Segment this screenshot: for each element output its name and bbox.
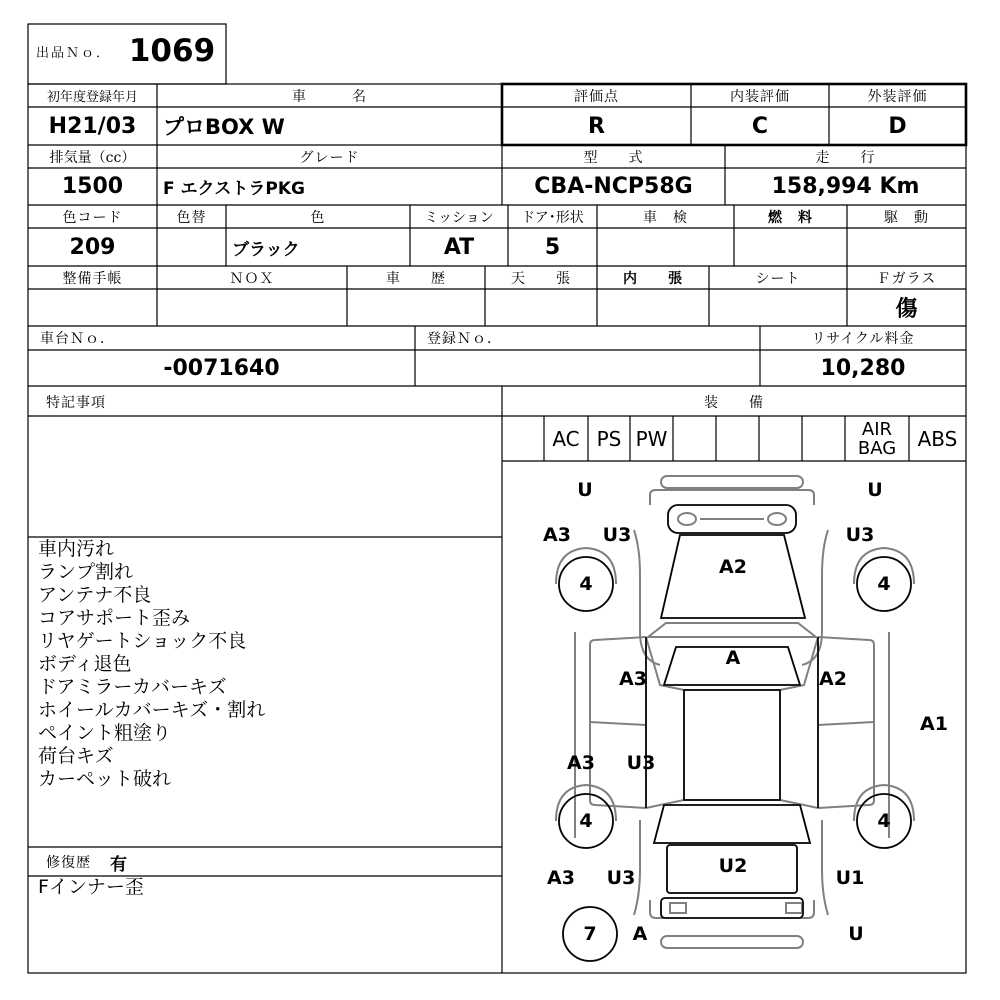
score-value: R	[588, 113, 605, 139]
roof-lining-label: 天 張	[511, 270, 571, 287]
model-value: CBA-NCP58G	[534, 174, 693, 199]
equipment-label: 装 備	[704, 395, 764, 411]
color-code-value: 209	[69, 234, 116, 260]
equipment-cell	[502, 416, 544, 461]
damage-mark: A2	[719, 556, 747, 578]
lot-label: 出品Ｎｏ．	[36, 45, 112, 61]
recycle-fee-value: 10,280	[820, 355, 906, 381]
history-label: 車 歴	[386, 270, 446, 287]
note-item: コアサポート歪み	[38, 607, 191, 629]
equipment-cell	[673, 416, 716, 461]
repaint-value	[157, 228, 226, 266]
equipment-ac: AC	[552, 426, 580, 451]
fuel-label: 燃 料	[768, 209, 813, 226]
note-item: ランプ割れ	[38, 561, 134, 583]
spare-tire-mark: 7	[583, 923, 597, 945]
damage-mark: A3	[619, 668, 647, 690]
seat-label: シート	[755, 270, 801, 287]
interior-label: 内装評価	[730, 88, 790, 105]
equipment-abs: ABS	[917, 426, 958, 451]
mission-value: AT	[443, 234, 475, 260]
note-item: カーペット破れ	[38, 768, 172, 790]
door-label: ドア･形状	[521, 209, 584, 226]
damage-mark: A3	[567, 752, 595, 774]
chassis-label: 車台Ｎｏ．	[40, 331, 115, 347]
repair-detail: Fインナー歪	[38, 876, 144, 898]
drive-label: 駆 動	[884, 209, 929, 226]
mileage-value: 158,994 Km	[771, 174, 920, 199]
inspection-label: 車 検	[643, 209, 688, 226]
equipment-pw: PW	[635, 426, 668, 451]
score-label: 評価点	[574, 88, 619, 105]
exterior-value: D	[888, 113, 907, 139]
note-item: 荷台キズ	[38, 745, 114, 767]
reg-year-value: H21/03	[48, 113, 137, 139]
drive-value	[847, 228, 966, 266]
inspection-value	[597, 228, 734, 266]
damage-mark: U3	[845, 524, 875, 546]
front-glass-label: Ｆガラス	[876, 270, 937, 287]
color-code-label: 色コード	[62, 209, 123, 226]
car-name-label: 車 名	[292, 88, 367, 105]
reg-year-label: 初年度登録年月	[46, 90, 138, 105]
note-item: アンテナ不良	[38, 584, 152, 606]
displacement-value: 1500	[61, 174, 124, 199]
car-name-value: プロBOX W	[163, 115, 285, 139]
damage-mark: A3	[547, 867, 575, 889]
repair-history-label: 修復歴	[46, 855, 91, 871]
damage-mark: A1	[920, 713, 948, 735]
fuel-value	[734, 228, 847, 266]
damage-mark: U	[848, 923, 864, 945]
tire-mark: 4	[877, 573, 891, 595]
damage-mark: A	[632, 923, 648, 945]
tire-mark: 4	[877, 810, 891, 832]
equipment-ps: PS	[596, 426, 622, 451]
tire-mark: 4	[579, 573, 593, 595]
note-item: ドアミラーカバーキズ	[38, 676, 227, 698]
grade-value: F エクストラPKG	[163, 179, 305, 199]
grade-label: グレード	[299, 149, 360, 166]
maintenance-label: 整備手帳	[62, 270, 123, 287]
model-label: 型 式	[583, 149, 644, 166]
interior-value: C	[751, 113, 769, 139]
inner-lining-label: 内 張	[623, 270, 683, 287]
chassis-value: -0071640	[163, 355, 280, 381]
registration-label: 登録Ｎｏ．	[427, 331, 502, 347]
note-item: ホイールカバーキズ・割れ	[38, 699, 266, 721]
note-item: 車内汚れ	[38, 538, 115, 560]
registration-value	[415, 350, 760, 386]
displacement-label: 排気量（cc）	[49, 149, 136, 166]
damage-mark: A2	[819, 668, 847, 690]
note-item: リヤゲートショック不良	[38, 630, 247, 652]
mission-label: ミッション	[424, 209, 494, 226]
color-label: 色	[310, 209, 326, 226]
exterior-label: 外装評価	[867, 88, 928, 105]
door-value: 5	[544, 234, 561, 260]
lot-number: 1069	[128, 33, 216, 69]
damage-mark: U3	[606, 867, 636, 889]
damage-mark: A	[725, 647, 741, 669]
damage-mark: A3	[543, 524, 571, 546]
damage-mark: U1	[835, 867, 865, 889]
notes-label: 特記事項	[46, 395, 106, 411]
nox-label: ＮＯＸ	[229, 270, 275, 287]
front-glass-value: 傷	[895, 296, 918, 322]
repair-history-value: 有	[110, 854, 127, 875]
damage-mark: U2	[718, 855, 748, 877]
mileage-label: 走 行	[815, 149, 876, 166]
damage-mark: U3	[602, 524, 632, 546]
damage-mark: U	[867, 479, 883, 501]
equipment-airbag: AIR BAG	[857, 418, 897, 459]
tire-mark: 4	[579, 810, 593, 832]
note-item: ペイント粗塗り	[38, 722, 172, 744]
equipment-cell	[716, 416, 759, 461]
repaint-label: 色替	[176, 209, 207, 226]
equipment-cell	[759, 416, 802, 461]
color-value: ブラック	[232, 239, 300, 260]
damage-mark: U	[577, 479, 593, 501]
note-item: ボディ退色	[38, 653, 132, 675]
notes-list	[38, 538, 498, 791]
equipment-cell	[802, 416, 845, 461]
recycle-fee-label: リサイクル料金	[811, 331, 915, 347]
damage-mark: U3	[626, 752, 656, 774]
